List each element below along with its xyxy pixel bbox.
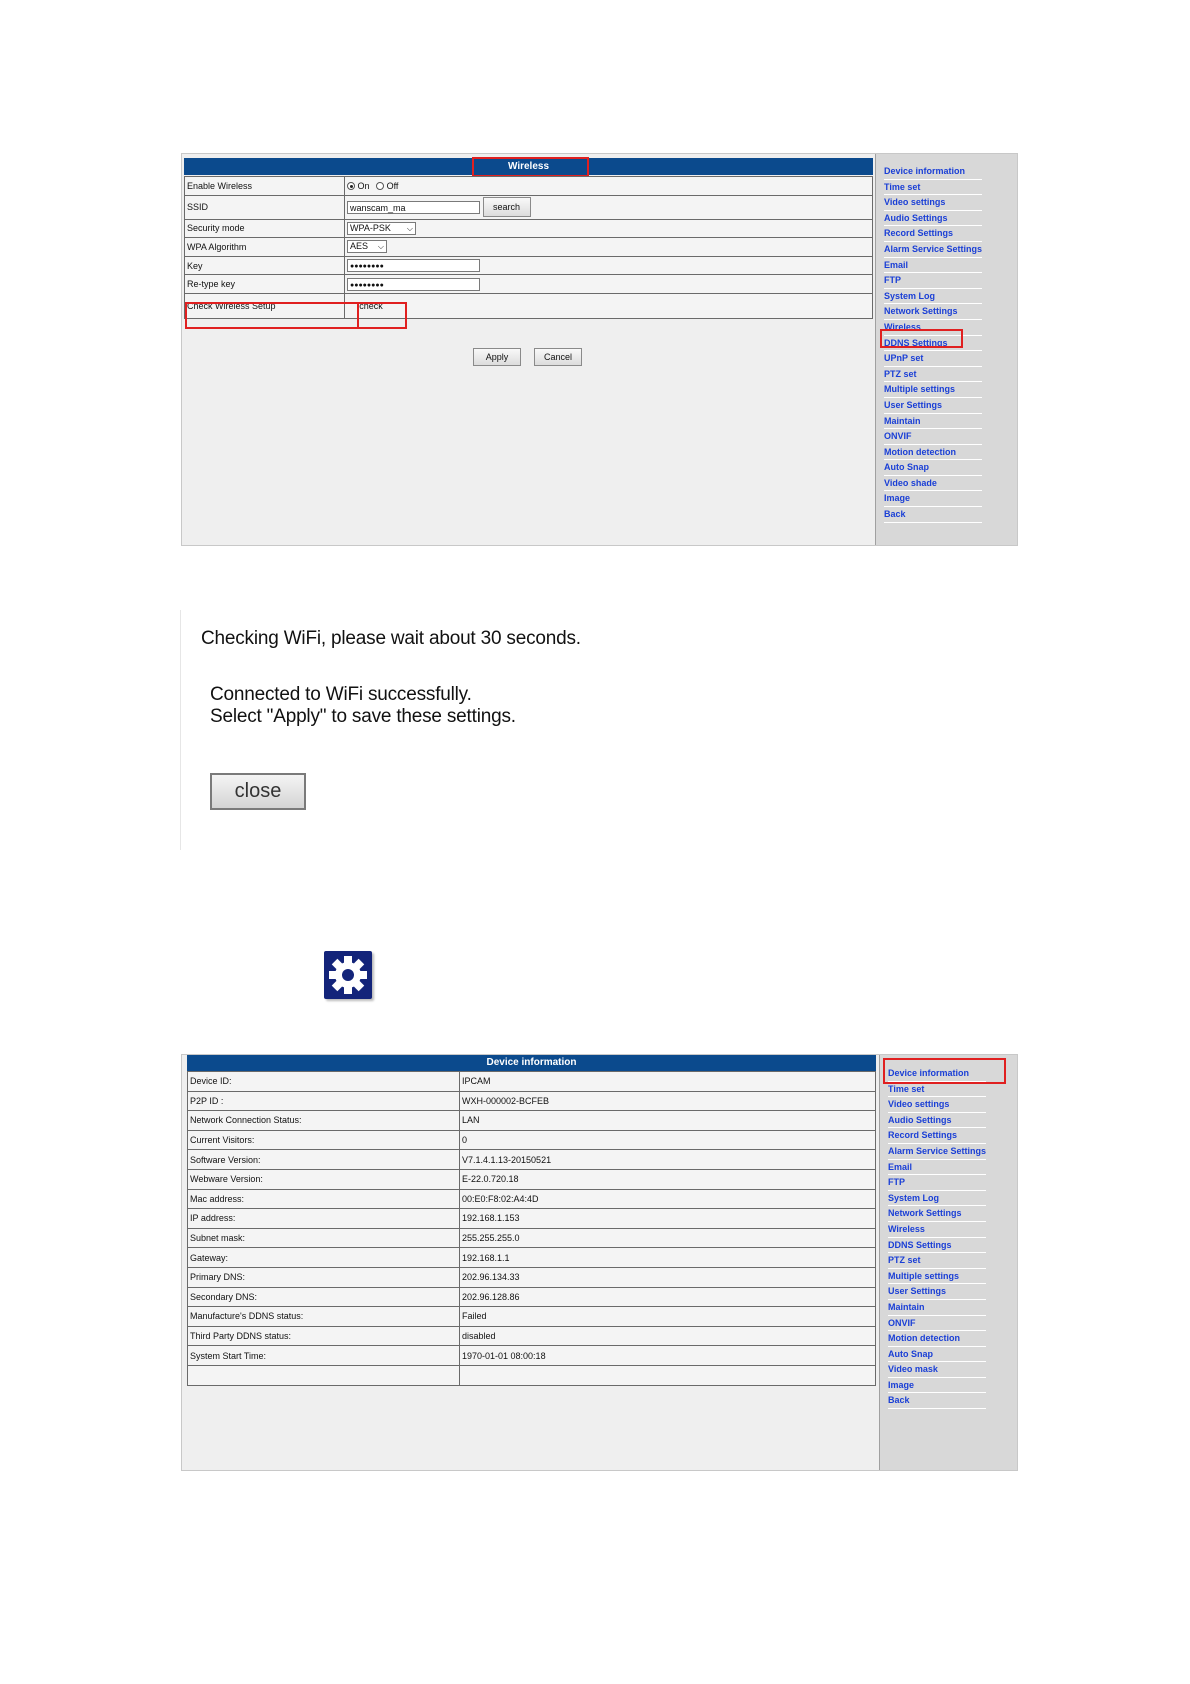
info-label: Gateway: [188,1248,460,1268]
sidebar-item-auto-snap[interactable]: Auto Snap [888,1347,986,1363]
wpa-algorithm-value: AES [350,241,369,252]
sidebar-item-network-settings[interactable]: Network Settings [888,1206,986,1222]
sidebar-item-maintain[interactable]: Maintain [884,414,982,430]
cancel-button[interactable]: Cancel [534,348,582,366]
security-mode-value: WPA-PSK [350,222,391,233]
sidebar-item-device-information[interactable]: Device information [888,1066,986,1082]
wpa-algorithm-label: WPA Algorithm [185,238,345,257]
check-setup-highlight [185,302,359,329]
table-row [188,1365,876,1385]
table-row [188,1189,876,1209]
radio-off-label: Off [386,180,399,191]
wireless-form [184,176,873,319]
radio-on-label: On [357,180,370,191]
sidebar-item-wireless[interactable]: Wireless [888,1222,986,1238]
sidebar-item-ptz-set[interactable]: PTZ set [884,367,982,383]
sidebar-item-email[interactable]: Email [888,1160,986,1176]
info-value: WXH-000002-BCFEB [460,1091,876,1111]
table-row [185,238,873,257]
sidebar-selected-highlight [880,329,963,348]
info-label: P2P ID : [188,1091,460,1111]
table-row [188,1111,876,1131]
sidebar-item-image[interactable]: Image [884,491,982,507]
info-label: Secondary DNS: [188,1287,460,1307]
wpa-algorithm-control [345,238,873,257]
table-row [185,195,873,219]
sidebar-menu [888,1066,986,1409]
info-label: IP address: [188,1209,460,1229]
table-row [185,219,873,238]
sidebar-item-alarm-service-settings[interactable]: Alarm Service Settings [884,242,982,258]
sidebar-item-video-settings[interactable]: Video settings [888,1097,986,1113]
sidebar-item-record-settings[interactable]: Record Settings [888,1128,986,1144]
sidebar-item-multiple-settings[interactable]: Multiple settings [888,1269,986,1285]
info-label [188,1365,460,1385]
sidebar-item-video-mask[interactable]: Video mask [888,1362,986,1378]
page-title: Device information [486,1057,577,1068]
check-dialog [180,610,181,850]
enable-wireless-label: Enable Wireless [185,177,345,196]
info-label: System Start Time: [188,1346,460,1366]
sidebar-item-video-settings[interactable]: Video settings [884,195,982,211]
table-row [188,1248,876,1268]
info-value: 0 [460,1130,876,1150]
retype-key-input[interactable]: ●●●●●●●● [347,278,480,291]
title-highlight [472,157,589,177]
chevron-down-icon: ⌵ [406,223,413,233]
radio-off[interactable] [376,182,384,190]
sidebar-item-back[interactable]: Back [888,1393,986,1409]
info-label: Current Visitors: [188,1130,460,1150]
sidebar-item-upnp-set[interactable]: UPnP set [884,351,982,367]
sidebar-item-network-settings[interactable]: Network Settings [884,304,982,320]
enable-wireless-control [345,177,873,196]
table-row [188,1267,876,1287]
sidebar-item-motion-detection[interactable]: Motion detection [888,1331,986,1347]
info-label: Webware Version: [188,1169,460,1189]
table-row [185,256,873,275]
sidebar-item-ftp[interactable]: FTP [888,1175,986,1191]
info-value: 202.96.128.86 [460,1287,876,1307]
page-title: Wireless [507,161,550,172]
sidebar-item-audio-settings[interactable]: Audio Settings [888,1113,986,1129]
retype-key-control [345,275,873,294]
table-row [188,1346,876,1366]
search-button[interactable]: search [483,197,531,217]
info-label: Device ID: [188,1072,460,1092]
info-value: 192.168.1.1 [460,1248,876,1268]
info-label: Primary DNS: [188,1267,460,1287]
info-value: disabled [460,1326,876,1346]
table-row [188,1072,876,1092]
radio-on[interactable] [347,182,355,190]
security-mode-label: Security mode [185,219,345,238]
sidebar-item-multiple-settings[interactable]: Multiple settings [884,382,982,398]
table-row [188,1209,876,1229]
ssid-input[interactable]: wanscam_ma [347,201,480,214]
sidebar-item-ftp[interactable]: FTP [884,273,982,289]
sidebar-item-ptz-set[interactable]: PTZ set [888,1253,986,1269]
sidebar-item-time-set[interactable]: Time set [884,180,982,196]
info-value: LAN [460,1111,876,1131]
info-value: 00:E0:F8:02:A4:4D [460,1189,876,1209]
info-label: Network Connection Status: [188,1111,460,1131]
device-info-table [187,1071,876,1386]
table-row [185,275,873,294]
sidebar-item-email[interactable]: Email [884,258,982,274]
info-value [460,1365,876,1385]
table-row [188,1130,876,1150]
table-row [188,1307,876,1327]
table-row [188,1326,876,1346]
sidebar-item-motion-detection[interactable]: Motion detection [884,445,982,461]
ssid-label: SSID [185,195,345,219]
info-value: 255.255.255.0 [460,1228,876,1248]
table-row [188,1091,876,1111]
sidebar-item-system-log[interactable]: System Log [884,289,982,305]
sidebar-item-user-settings[interactable]: User Settings [888,1284,986,1300]
info-value: 202.96.134.33 [460,1267,876,1287]
settings-sidebar [879,1055,1017,1470]
sidebar-item-alarm-service-settings[interactable]: Alarm Service Settings [888,1144,986,1160]
info-label: Third Party DDNS status: [188,1326,460,1346]
info-label: Manufacture's DDNS status: [188,1307,460,1327]
check-button-highlight [357,302,407,329]
check-button[interactable]: check [359,300,383,311]
info-value: IPCAM [460,1072,876,1092]
key-control [345,256,873,275]
sidebar-item-wireless[interactable]: Wireless [884,320,982,336]
sidebar-item-user-settings[interactable]: User Settings [884,398,982,414]
sidebar-item-image[interactable]: Image [888,1378,986,1394]
table-row [188,1287,876,1307]
info-value: E-22.0.720.18 [460,1169,876,1189]
sidebar-selected-highlight [883,1058,1006,1084]
connected-message: Connected to WiFi successfully. [210,684,472,705]
sidebar-item-device-information[interactable]: Device information [884,164,982,180]
ssid-control [345,195,873,219]
close-button[interactable]: close [210,773,306,810]
settings-sidebar [875,154,1017,545]
check-wireless-setup-label: Check Wireless Setup [185,293,345,318]
wireless-main-area [182,154,875,545]
checking-message: Checking WiFi, please wait about 30 seconds. [201,628,581,649]
sidebar-item-audio-settings[interactable]: Audio Settings [884,211,982,227]
sidebar-item-record-settings[interactable]: Record Settings [884,226,982,242]
table-row [188,1169,876,1189]
info-label: Mac address: [188,1189,460,1209]
table-row [188,1228,876,1248]
key-input[interactable]: ●●●●●●●● [347,259,480,272]
device-main-area [182,1055,879,1470]
info-label: Subnet mask: [188,1228,460,1248]
security-mode-select[interactable] [347,222,416,235]
retype-key-label: Re-type key [185,275,345,294]
table-row [188,1150,876,1170]
apply-button[interactable]: Apply [473,348,521,366]
info-value: 1970-01-01 08:00:18 [460,1346,876,1366]
key-label: Key [185,256,345,275]
settings-button[interactable] [324,951,372,999]
device-information-panel [181,1054,1018,1471]
device-title-bar [187,1055,876,1071]
sidebar-item-onvif[interactable]: ONVIF [884,429,982,445]
sidebar-item-auto-snap[interactable]: Auto Snap [884,460,982,476]
sidebar-item-onvif[interactable]: ONVIF [888,1316,986,1332]
check-wireless-setup-control [345,293,873,318]
sidebar-item-time-set[interactable]: Time set [888,1082,986,1098]
sidebar-item-maintain[interactable]: Maintain [888,1300,986,1316]
security-mode-control [345,219,873,238]
table-row [185,177,873,196]
instruction-message: Select "Apply" to save these settings. [210,706,516,727]
info-value: Failed [460,1307,876,1327]
sidebar-item-ddns-settings[interactable]: DDNS Settings [884,336,982,352]
info-value: V7.1.4.1.13-20150521 [460,1150,876,1170]
info-value: 192.168.1.153 [460,1209,876,1229]
sidebar-item-ddns-settings[interactable]: DDNS Settings [888,1238,986,1254]
info-label: Software Version: [188,1150,460,1170]
wireless-settings-panel [181,153,1018,546]
sidebar-item-video-shade[interactable]: Video shade [884,476,982,492]
wpa-algorithm-select[interactable] [347,240,387,253]
sidebar-item-system-log[interactable]: System Log [888,1191,986,1207]
chevron-down-icon: ⌵ [377,242,384,252]
sidebar-item-back[interactable]: Back [884,507,982,523]
gear-icon [324,951,372,999]
